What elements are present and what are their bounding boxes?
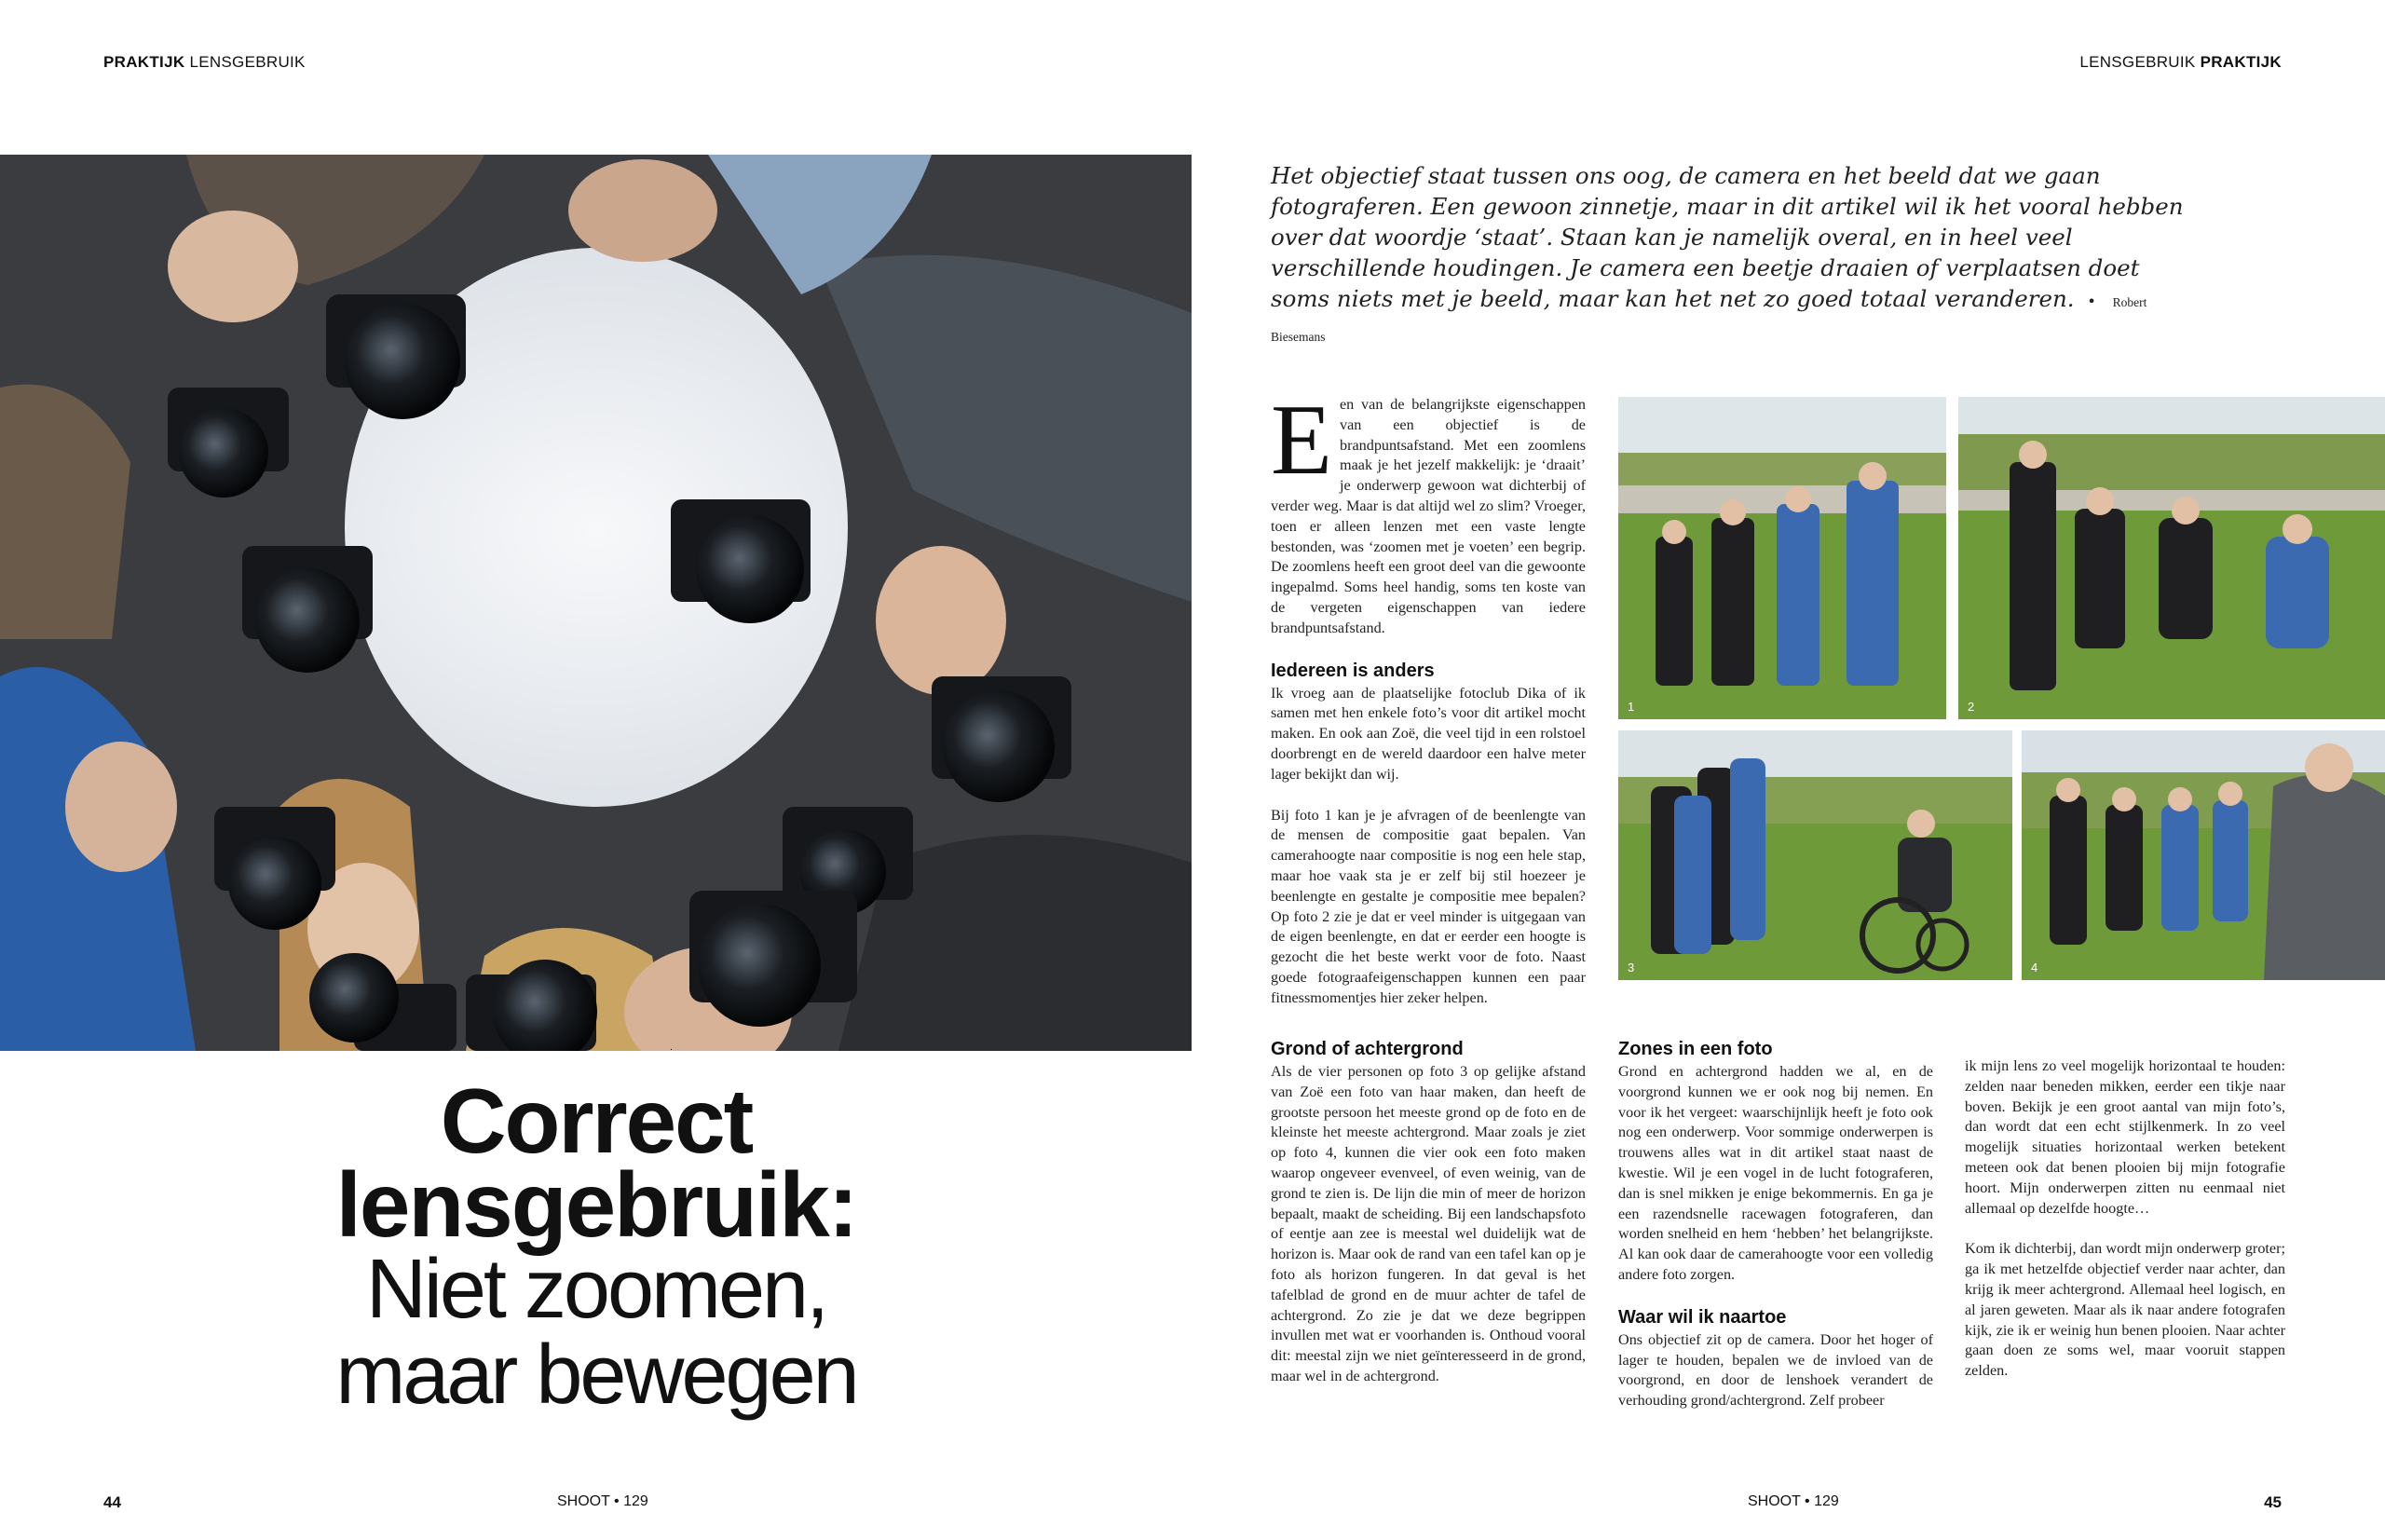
hero-photo xyxy=(0,155,1192,1051)
paragraph: ik mijn lens zo veel mogelijk horizontaal te houden: zelden naar beneden mikken, eerder een tikje naar boven. Bekijk je een groot aantal van mijn foto’s, dan wordt dat een echt stijlkenmerk. In zo veel mogelijk situaties horizontaal werken betekent meteen ook dat benen plooien bij mijn fotografie hoort. Mijn onderwerpen zitten nu eenmaal niet allemaal op dezelfde hoogte… xyxy=(1965,1057,2285,1217)
lede-bullet: • xyxy=(2087,293,2096,310)
running-head-left xyxy=(103,53,306,72)
photo-1-illustration xyxy=(1618,397,1946,719)
paragraph: Bij foto 1 kan je je afvragen of de beenlengte van de mensen de compositie gaat bepalen. Van camerahoogte naar compositie is nog een hele stap, maar hoe vaak sta je er zelf bij stil hoezeer je beenlengte en gestalte je compositie mee bepalen? Op foto 2 zie je dat er veel minder is uitgegaan van de eigen beenlengte, en dat er eerder een hoogte is gezocht die het beste werkt voor de foto. Naast goede fotograafeigenschappen kunnen een paar fitnessmomentjes hier zeker helpen. xyxy=(1271,806,1586,1006)
magazine-issue-left: SHOOT • 129 xyxy=(557,1493,648,1509)
photo-number: 4 xyxy=(2031,961,2038,974)
paragraph: Grond en achtergrond hadden we al, en de voorgrond kunnen we er ook nog bij nemen. En voor ik het vergeet: waarschijnlijk heeft je foto ook nog een onderwerp. Voor sommige onderwerpen is trouwens alles wat in dit artikel staat naast de kwestie. Wil je een vogel in de lucht fotograferen, dan is snel mikken je enige bekommernis. En ga je een razendsnelle racewagen fotograferen, dan worden snelheid en hem ‘hebben’ het belangrijkste. Al kan ook daar de camerahoogte voor een volledig andere foto zorgen. xyxy=(1618,1063,1933,1283)
intro-paragraph: E en van de belangrijkste eigenschappen van een objectief is de brandpuntsafstand. Met een zoomlens maak je het jezelf makkelijk: je ‘draait’ je onderwerp gewoon wat dichterbij of verder weg. Maar is dat altijd wel zo slim? Vroeger, toen er alleen lenzen met een vaste lengte bestonden, was ‘zoomen met je voeten’ een begrip. De zoomlens heeft een groot deel van die gewoonte ingepalmd. Soms heel handig, soms ten koste van de vergeten eigenschappen van iedere brandpuntsafstand. xyxy=(1271,385,1586,636)
subheading-waar: Waar wil ik naartoe xyxy=(1618,1306,1787,1328)
article-column-1 xyxy=(1271,385,1586,1009)
title-line-4: maar bewegen xyxy=(335,1329,857,1422)
photo-number: 3 xyxy=(1628,961,1635,974)
title-line-3: Niet zoomen, xyxy=(365,1243,827,1336)
paragraph: Ons objectief zit op de camera. Door het hoger of lager te houden, bepalen we de invloed van de voorgrond, en door de lenshoek verandert de verhouding grond/achtergrond. Zelf probeer xyxy=(1618,1330,1933,1410)
photo-number: 1 xyxy=(1628,700,1635,714)
drop-cap: E xyxy=(1271,385,1332,496)
photo-4 xyxy=(2022,730,2385,980)
paragraph: Als de vier personen op foto 3 op gelijke afstand van Zoë een foto van haar maken, dan heeft de grootste persoon het meeste grond op de foto en de kleinste het meeste achtergrond. Maar zoals je ziet op foto 4, kunnen die vier ook een foto maken waarop ongeveer evenveel, of even weinig, van de grond te zien is. De lijn die min of meer de horizon bepaalt, maakt de scheiding. Bij een landschapsfoto of eentje aan zee is meestal wel duidelijk wat de horizon is. Maar ook de rand van een tafel kan op je foto als horizon fungeren. In dat geval is het tafelblad de grond en de muur achter de tafel de achtergrond. Zo zie je dat we deze begrippen invullen met wat er voorhanden is. Onthoud vooral dit: meestal zijn we niet geïnteresseerd in de grond, maar wel in de achtergrond. xyxy=(1271,1063,1586,1384)
paragraph: Kom ik dichterbij, dan wordt mijn onderwerp groter; ga ik met hetzelfde objectief verder naar achter, dan krijg ik meer achtergrond. Allemaal heel logisch, en al jaren geweten. Maar als ik naar andere fotografen kijk, zie ik er weinig hun benen plooien. Naar achter gaan doen ze soms wel, maar vooruit stappen zelden. xyxy=(1965,1240,2285,1380)
article-column-3 xyxy=(1965,1056,2285,1382)
paragraph: Ik vroeg aan de plaatselijke fotoclub Dika of ik samen met hen enkele foto’s voor dit artikel mocht maken. En ook aan Zoë, die veel tijd in een rolstoel doorbrengt en de wereld daardoor een halve meter lager bekijkt dan wij. xyxy=(1271,684,1586,783)
article-column-1-lower xyxy=(1271,1032,1586,1387)
page-number-right: 45 xyxy=(2264,1493,2282,1511)
title-line-1: Correct xyxy=(440,1070,753,1172)
lede-text: Het objectief staat tussen ons oog, de camera en het beeld dat we gaan fotograferen. Een gewoon zinnetje, maar in dit artikel wil ik het vooral hebben over dat woordje ‘staat’. Staan kan je namelijk overal, en in heel veel verschillende houdingen. Je camera een beetje draaien of verplaatsen doet soms niets met je beeld, maar kan het net zo goed totaal veranderen. xyxy=(1271,162,2184,312)
photo-2 xyxy=(1958,397,2385,719)
topic-label: LENSGEBRUIK xyxy=(2079,53,2196,71)
section-label: PRAKTIJK xyxy=(2200,53,2282,71)
photo-2-illustration xyxy=(1958,397,2385,719)
photo-3 xyxy=(1618,730,2012,980)
subheading-iedereen: Iedereen is anders xyxy=(1271,660,1435,681)
article-column-2 xyxy=(1618,1032,1933,1411)
article-lede xyxy=(1271,160,2184,352)
photo-1 xyxy=(1618,397,1946,719)
author-byline: Robert Biesemans xyxy=(1271,295,2147,344)
subheading-zones: Zones in een foto xyxy=(1618,1039,1773,1059)
running-head-right xyxy=(2079,53,2282,72)
topic-label: LENSGEBRUIK xyxy=(189,53,306,71)
title-line-2: lensgebruik: xyxy=(335,1153,857,1256)
subheading-grond: Grond of achtergrond xyxy=(1271,1039,1464,1059)
photo-3-illustration xyxy=(1618,730,2012,980)
section-label: PRAKTIJK xyxy=(103,53,185,71)
magazine-issue-right: SHOOT • 129 xyxy=(1748,1493,1839,1509)
photo-4-illustration xyxy=(2022,730,2385,980)
hero-photo-illustration xyxy=(0,155,1192,1051)
article-title xyxy=(233,1070,960,1422)
photo-number: 2 xyxy=(1968,700,1975,714)
page-number-left: 44 xyxy=(103,1493,121,1511)
